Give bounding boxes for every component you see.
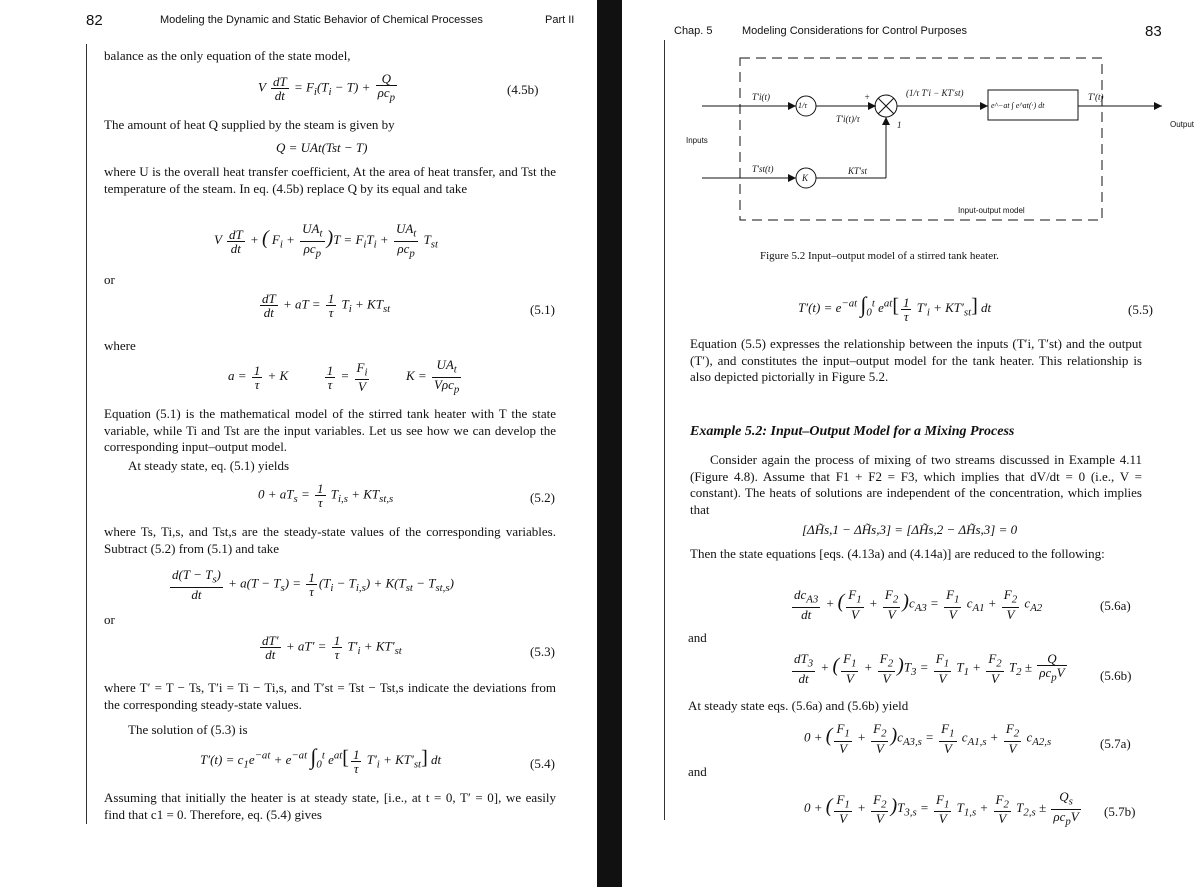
word-or-1: or — [104, 272, 115, 287]
left-page-number: 82 — [86, 12, 103, 29]
right-running-head: Modeling Considerations for Control Purposes — [742, 25, 968, 37]
diagram-tprime-label: T′(t) — [1088, 92, 1104, 102]
paragraph-eq-5-1: Equation (5.1) is the mathematical model of the stirred tank heater with T the state variable, while Ti and Tst are the input variables. Let us see how we can develop the corresponding input–output model. — [104, 406, 556, 454]
diagram-k-tst: KT′st — [848, 166, 867, 176]
eq-5-6b-label: (5.6b) — [1100, 668, 1132, 683]
heat-supply-line: The amount of heat Q supplied by the steam is given by — [104, 117, 395, 132]
word-where: where — [104, 338, 136, 353]
equation-5-3: $\frac{dT'}{dt}$ + aT′ = $\frac{1}{\tau}$ $T'_i + KT'_{st}$ — [262, 633, 402, 662]
equation-5-6b: $\frac{dT_3}{dt}$ + ( $\frac{F_1}{V}$ + $\frac{F_2}{V}$ )$T_3$ = $\frac{F_1}{V}$ $T_1$ + $\frac{F_2}{V}$ $T_2$ ± $\frac{Q}{\rho c_pV}$ — [794, 651, 1065, 686]
figure-caption: Figure 5.2 Input–output model of a stirred tank heater. — [760, 250, 999, 262]
equation-substituted: V $\frac{dT}{dt}$ + ( $F_i$ + $\frac{UA_t}{\rho c_p}$ )$T = F_iT_i$ + $\frac{UA_t}{\rho c_p}$ $T_{st}$ — [214, 221, 439, 260]
right-chapter-label: Chap. 5 — [674, 25, 713, 37]
diagram-integral-label: e^−at ∫ e^at(·) dt — [991, 101, 1045, 110]
eq-5-1-label: (5.1) — [530, 302, 555, 317]
diagram-tst-label: T′st(t) — [752, 164, 774, 174]
eq-4-5b-label: (4.5b) — [507, 82, 539, 97]
equation-5-1: $\frac{dT}{dt}$ + aT = $\frac{1}{\tau}$ $T_i + KT_{st}$ — [262, 291, 391, 320]
block-diagram — [692, 50, 1172, 230]
diagram-k-block: K — [802, 173, 809, 183]
left-running-head: Modeling the Dynamic and Static Behavior of Chemical Processes — [160, 14, 483, 26]
diagram-output-label: Output — [1170, 120, 1195, 129]
right-margin-rule — [664, 40, 665, 820]
diagram-ti-over-tau: T′i(t)/τ — [836, 114, 860, 124]
left-part-label: Part II — [545, 14, 575, 26]
left-margin-rule — [86, 44, 87, 824]
equation-q: Q = UAt(Tst − T) — [276, 140, 368, 155]
equation-enthalpy: [ΔH̃s,1 − ΔH̃s,3] = [ΔH̃s,2 − ΔH̃s,3] = 0 — [802, 522, 1018, 537]
diagram-one-sign: 1 — [897, 120, 902, 130]
definitions-a-tau-k: a = $\frac{1}{\tau}$ + K $\frac{1}{\tau}$ = $\frac{F_i}{V}$ K = $\frac{UA_t}{V\rho c_p}$ — [228, 357, 460, 396]
diagram-inputs-label: Inputs — [686, 136, 708, 145]
paragraph-where-ts: where Ts, Ti,s, and Tst,s are the steady-state values of the corresponding variables. Subtract (5.2) from (5.1) and take — [104, 524, 556, 556]
eq-5-2-label: (5.2) — [530, 490, 555, 505]
eq-5-7a-label: (5.7a) — [1100, 736, 1131, 751]
equation-5-5: $T'(t) = e^{-at}$ $\int_0^t$ $e^{at}$[ $\frac{1}{\tau}$ $T'_i + KT'_{st}$] dt — [798, 292, 992, 324]
word-and-2: and — [688, 764, 707, 779]
equation-5-4: $T'(t) = c_1e^{-at} + e^{-at}$ $\int_0^t$ $e^{at}$[ $\frac{1}{\tau}$ $T'_i + KT'_{st}$] dt — [200, 744, 442, 776]
paragraph-example: Consider again the process of mixing of two streams discussed in Example 4.11 (Figure 4.8). Assume that F1 + F2 = F3, which implies that dV/dt = 0 (i.e., V = constant). The heats of solutions are independent of the concentration, which implies that — [690, 452, 1142, 517]
diagram-inv-tau: 1/τ — [798, 101, 808, 110]
paragraph-assuming: Assuming that initially the heater is at steady state, [i.e., at t = 0, T′ = 0], we easily find that c1 = 0. Therefore, eq. (5.4) gives — [104, 790, 556, 822]
equation-5-2: $0 + aT_s$ = $\frac{1}{\tau}$ $T_{i,s} + KT_{st,s}$ — [258, 481, 394, 510]
left-page — [0, 0, 595, 887]
equation-4-5b: V $\frac{dT}{dt}$ = $F_i(T_i - T)$ + $\frac{Q}{\rho c_p}$ — [258, 71, 396, 104]
word-or-2: or — [104, 612, 115, 627]
diagram-model-label: Input-output model — [958, 206, 1025, 215]
equation-5-6a: $\frac{dc_{A3}}{dt}$ + ( $\frac{F_1}{V}$ + $\frac{F_2}{V}$ )$c_{A3}$ = $\frac{F_1}{V}$ $c_{A1}$ + $\frac{F_2}{V}$ $c_{A2}$ — [794, 587, 1043, 622]
example-heading: Example 5.2: Input–Output Model for a Mixing Process — [690, 424, 1015, 439]
paragraph-deviation: where T′ = T − Ts, T′i = Ti − Ti,s, and T′st = Tst − Tst,s indicate the deviations from the corresponding steady-state values. — [104, 680, 556, 712]
solution-line: The solution of (5.3) is — [128, 722, 248, 737]
diagram-plus-sign: + — [864, 92, 871, 102]
paragraph-then: Then the state equations [eqs. (4.13a) and (4.14a)] are reduced to the following: — [690, 546, 1105, 561]
diagram-sum-expr: (1/τ T′i − KT′st) — [906, 88, 964, 98]
eq-5-7b-label: (5.7b) — [1104, 804, 1136, 819]
steady-state-right-line: At steady state eqs. (5.6a) and (5.6b) yield — [688, 698, 909, 713]
diagram-ti-label: T′i(t) — [752, 92, 770, 102]
dashed-model-boundary — [740, 58, 1102, 220]
paragraph-5-5: Equation (5.5) expresses the relationship between the inputs (T′i, T′st) and the output (T′), and constitutes the input–output model for the tank heater. This relationship is also depicted pictorially in Figure 5.2. — [690, 336, 1142, 384]
steady-state-line: At steady state, eq. (5.1) yields — [128, 458, 290, 473]
right-page — [622, 0, 1200, 887]
paragraph-where-u: where U is the overall heat transfer coefficient, At the area of heat transfer, and Tst the temperature of the steam. In eq. (4.5b) replace Q by its equal and take — [104, 164, 556, 196]
eq-5-3-label: (5.3) — [530, 644, 555, 659]
intro-line: balance as the only equation of the state model, — [104, 48, 351, 63]
word-and-1: and — [688, 630, 707, 645]
eq-5-5-label: (5.5) — [1128, 302, 1153, 317]
equation-deviation: $\frac{d(T - T_s)}{dt}$ + $a(T - T_s)$ = $\frac{1}{\tau}$ $(T_i - T_{i,s}) + K(T_{st} - T_{st,s})$ — [172, 567, 454, 602]
right-page-number: 83 — [1145, 23, 1162, 40]
eq-5-4-label: (5.4) — [530, 756, 555, 771]
book-spine — [597, 0, 622, 887]
eq-5-6a-label: (5.6a) — [1100, 598, 1131, 613]
equation-5-7a: 0 + ( $\frac{F_1}{V}$ + $\frac{F_2}{V}$ )$c_{A3,s}$ = $\frac{F_1}{V}$ $c_{A1,s}$ + $\frac{F_2}{V}$ $c_{A2,s}$ — [804, 721, 1052, 756]
equation-5-7b: 0 + ( $\frac{F_1}{V}$ + $\frac{F_2}{V}$ )$T_{3,s}$ = $\frac{F_1}{V}$ $T_{1,s}$ + $\frac{F_2}{V}$ $T_{2,s}$ ± $\frac{Q_s}{\rho c_pV}$ — [804, 789, 1079, 828]
